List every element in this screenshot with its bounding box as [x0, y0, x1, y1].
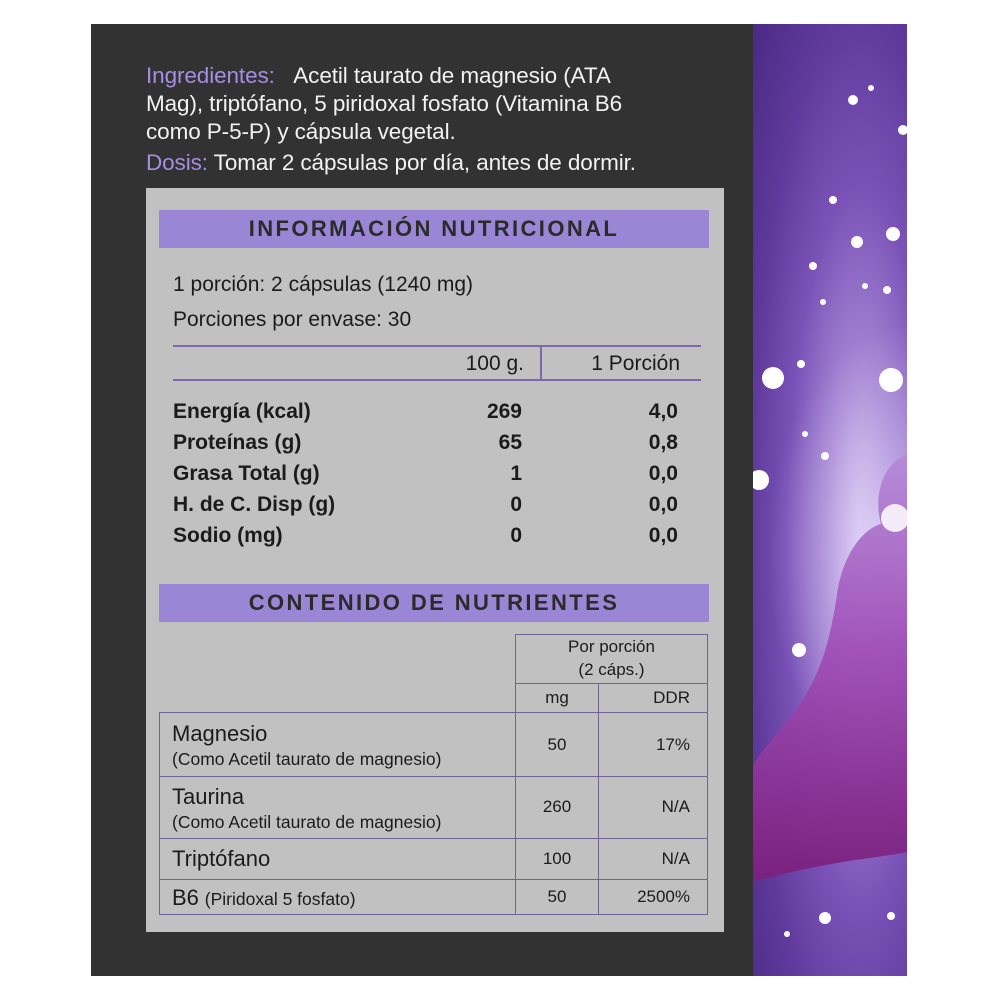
ingredients-label: Ingredientes:	[146, 63, 275, 88]
nutrient-row-magnesium-detail: (Como Acetil taurato de magnesio)	[172, 749, 442, 769]
nutrition-row-protein-portion: 0,8	[648, 431, 678, 454]
meditation-figure-image	[753, 24, 907, 976]
nutrient-row-taurine-ddr: N/A	[661, 797, 690, 816]
nutrition-row-carbs-100g: 0	[510, 493, 522, 516]
nutrition-row-energy-name: Energía (kcal)	[173, 400, 311, 423]
nutrient-row-taurine-name: Taurina	[172, 784, 245, 809]
nutrition-row-carbs-portion: 0,0	[648, 493, 678, 516]
ingredients-line-2: Mag), triptófano, 5 piridoxal fosfato (Vitamina B6	[146, 91, 623, 116]
column-header-portion: 1 Porción	[591, 352, 680, 375]
nutrition-row-sodium-100g: 0	[510, 524, 522, 547]
table-header-bottom-rule	[173, 379, 701, 381]
table-header-top-rule	[173, 345, 701, 347]
dosage-label: Dosis:	[146, 150, 208, 175]
meditation-artwork	[753, 24, 907, 976]
nutrient-row-magnesium-mg: 50	[547, 735, 567, 754]
nutrients-col-mg: mg	[545, 688, 569, 707]
nutrient-row-b6-mg: 50	[547, 887, 567, 906]
nutrients-col-ddr: DDR	[653, 688, 690, 707]
nutrition-row-protein-100g: 65	[498, 431, 522, 454]
nutrition-row-sodium-name: Sodio (mg)	[173, 524, 283, 547]
column-header-100g: 100 g.	[465, 352, 524, 375]
nutrition-row-protein-name: Proteínas (g)	[173, 431, 302, 454]
nutrition-row-fat-portion: 0,0	[648, 462, 678, 485]
nutrition-row-energy-100g: 269	[486, 400, 522, 423]
nutrition-title: INFORMACIÓN NUTRICIONAL	[159, 210, 709, 248]
nutrient-row-tryptophan-mg: 100	[542, 849, 572, 868]
ingredients-line-1	[146, 62, 611, 90]
dosage-text: Tomar 2 cápsulas por día, antes de dormir.	[213, 150, 636, 175]
serving-size: 1 porción: 2 cápsulas (1240 mg)	[173, 273, 473, 296]
nutrient-row-tryptophan-ddr: N/A	[661, 849, 690, 868]
nutrition-row-carbs-name: H. de C. Disp (g)	[173, 493, 336, 516]
nutrient-row-b6-ddr: 2500%	[637, 887, 690, 906]
dosage-line	[146, 149, 636, 177]
ingredients-text-1: Acetil taurato de magnesio (ATA	[293, 63, 611, 88]
nutrition-row-fat-name: Grasa Total (g)	[173, 462, 320, 485]
nutrients-header-line-1: Por porción	[568, 637, 655, 656]
servings-per-container: Porciones por envase: 30	[173, 308, 412, 331]
nutrition-row-sodium-portion: 0,0	[648, 524, 678, 547]
nutrition-row-energy-portion: 4,0	[648, 400, 678, 423]
nutrient-row-taurine-detail: (Como Acetil taurato de magnesio)	[172, 812, 442, 832]
nutrient-row-b6-detail: (Piridoxal 5 fosfato)	[204, 889, 356, 909]
nutrients-header-line-2: (2 cáps.)	[578, 660, 645, 679]
ingredients-line-3: como P-5-P) y cápsula vegetal.	[146, 119, 456, 144]
nutrient-row-b6-name: B6	[172, 885, 199, 910]
nutrient-row-taurine-mg: 260	[542, 797, 572, 816]
nutrition-row-fat-100g: 1	[510, 462, 522, 485]
nutrients-title: CONTENIDO DE NUTRIENTES	[159, 584, 709, 622]
nutrient-row-tryptophan-name: Triptófano	[172, 846, 271, 871]
nutrient-row-magnesium-ddr: 17%	[655, 735, 690, 754]
nutrient-row-b6-label	[172, 885, 356, 911]
nutrient-row-magnesium-name: Magnesio	[172, 721, 268, 746]
nutrition-facts-box	[146, 188, 724, 932]
